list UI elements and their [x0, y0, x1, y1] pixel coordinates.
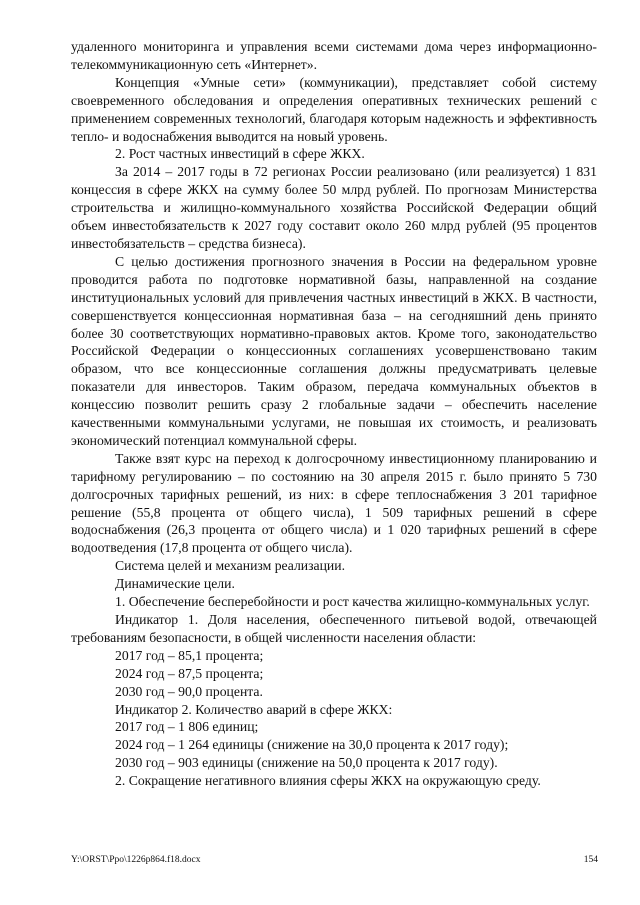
paragraph: За 2014 – 2017 годы в 72 регионах России реализовано (или реализуется) 1 831 концессия в сфере ЖКХ на сумму более 50 млрд рублей. По прогнозам Министерства строительства и жилищно-коммунального хозяйства Российской Федерации общий объем инвестобязательств к 2027 году составит около 260 млрд рублей (95 процентов инвестобязательств – средства бизнеса). — [71, 164, 597, 251]
paragraph: Также взят курс на переход к долгосрочному инвестиционному планированию и тарифному регулированию – по состоянию на 30 апреля 2015 г. было принято 5 730 долгосрочных тарифных решений, из них: в сфере теплоснабжения 3 201 тарифное решение (55,8 процента от общего числа), 1 509 тарифных решений в сфере водоснабжения (26,3 процента от общего числа) и 1 020 тарифных решений в сфере водоотведения (17,8 процента от общего числа). — [71, 450, 597, 556]
paragraph: С целью достижения прогнозного значения в России на федеральном уровне проводится работа по подготовке нормативной базы, направленной на создание институциональных условий для привлечения частных инвестиций в ЖКХ. В частности, совершенствуется концессионная нормативная база – на сегодняшний день принято более 30 соответствующих нормативно-правовых актов. Кроме того, законодательство Российской Федерации о концессионных соглашениях усовершенствовано таким образом, что все концессионные соглашения должны предусматривать целевые показатели для инвесторов. Таким образом, передача коммунальных объектов в концессию позволит решить сразу 2 глобальные задачи – обеспечить население качественными коммунальными услугами, не повышая их стоимость, и реализовать экономический потенциал коммунальной сферы. — [71, 253, 597, 448]
page-number: 154 — [583, 855, 598, 865]
indicator-item: Индикатор 1. Доля населения, обеспеченного питьевой водой, отвечающей требованиям безопасности, в общей численности населения области: — [71, 612, 597, 645]
indicator-value: 2017 год – 1 806 единиц; — [115, 719, 259, 735]
page-footer — [71, 854, 598, 866]
document-body — [71, 38, 597, 790]
file-path: Y:\ORST\Ppo\1226p864.f18.docx — [71, 855, 201, 865]
goal-item: 2. Сокращение негативного влияния сферы ЖКХ на окружающую среду. — [115, 773, 541, 789]
section-heading: Система целей и механизм реализации. — [115, 558, 346, 574]
paragraph: удаленного мониторинга и управления всеми системами дома через информационно-телекоммуникационную сеть «Интернет». — [71, 39, 597, 72]
indicator-value: 2024 год – 87,5 процента; — [115, 665, 264, 681]
indicator-value: 2024 год – 1 264 единицы (снижение на 30,0 процента к 2017 году); — [115, 737, 509, 753]
section-heading: 2. Рост частных инвестиций в сфере ЖКХ. — [115, 146, 365, 162]
indicator-item: Индикатор 2. Количество аварий в сфере ЖКХ: — [115, 701, 393, 717]
section-heading: Динамические цели. — [115, 576, 235, 592]
indicator-value: 2030 год – 903 единицы (снижение на 50,0 процента к 2017 году). — [115, 755, 498, 771]
indicator-value: 2017 год – 85,1 процента; — [115, 647, 264, 663]
paragraph: Концепция «Умные сети» (коммуникации), представляет собой систему своевременного обследования и определения оперативных технических решений с применением современных технологий, благодаря которым надежность и эффективность тепло- и водоснабжения выводится на новый уровень. — [71, 74, 597, 144]
goal-item: 1. Обеспечение бесперебойности и рост качества жилищно-коммунальных услуг. — [115, 594, 590, 610]
indicator-value: 2030 год – 90,0 процента. — [115, 683, 263, 699]
